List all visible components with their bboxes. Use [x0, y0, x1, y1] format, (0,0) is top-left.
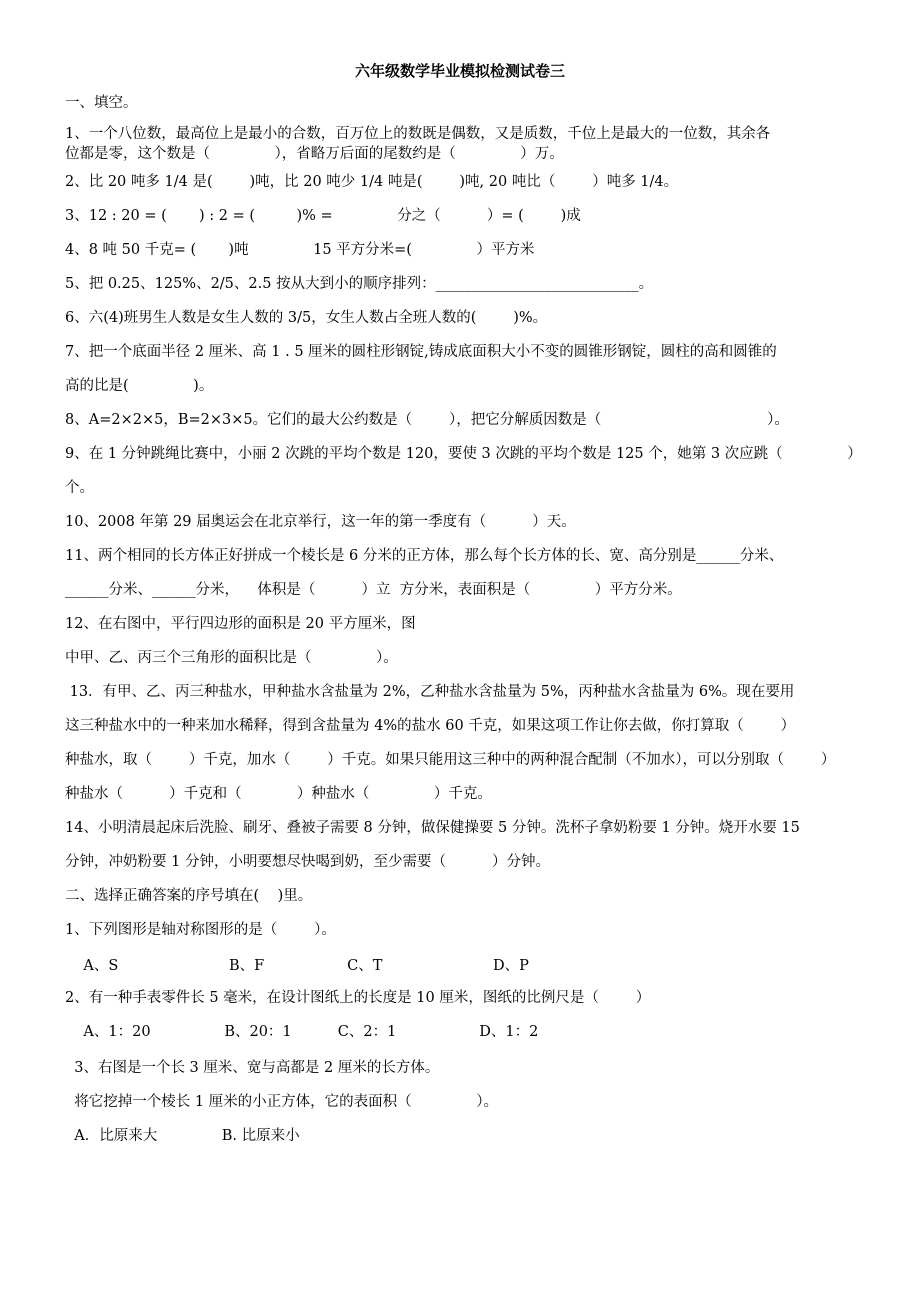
question-2: 2、比 20 吨多 1/4 是( )吨，比 20 吨少 1/4 吨是( )吨, 20 吨比（ ）吨多 1/4。 [65, 174, 679, 190]
question-12-line-2: 中甲、乙、丙三个三角形的面积比是（ ）。 [65, 650, 398, 666]
question-8: 8、A=2×2×5，B=2×3×5。它们的最大公约数是（ ），把它分解质因数是（ ）。 [65, 412, 789, 428]
choice-3-line-2: 将它挖掉一个棱长 1 厘米的小正方体，它的表面积（ ）。 [65, 1094, 498, 1110]
choice-3-options: A．比原来大 B. 比原来小 [65, 1128, 300, 1144]
choice-2-options: A、1：20 B、20：1 C、2：1 D、1：2 [65, 1024, 539, 1040]
question-5: 5、把 0.25、125%、2/5、2.5 按从大到小的顺序排列：____________________________。 [65, 276, 654, 292]
question-7-line-1: 7、把一个底面半径 2 厘米、高 1 . 5 厘米的圆柱形钢锭,铸成底面积大小不变的圆锥形钢锭，圆柱的高和圆锥的 [65, 344, 777, 360]
choice-1-options: A、S B、F C、T D、P [65, 958, 529, 974]
choice-1-question: 1、下列图形是轴对称图形的是（ ）。 [65, 922, 336, 938]
choice-2-question: 2、有一种手表零件长 5 毫米，在设计图纸上的长度是 10 厘米，图纸的比例尺是（ ） [65, 990, 651, 1006]
question-13-line-3: 种盐水，取（ ）千克，加水（ ）千克。如果只能用这三种中的两种混合配制（不加水），可以分别取（ ） [65, 752, 836, 768]
section-2-heading: 二、选择正确答案的序号填在( )里。 [65, 888, 313, 904]
question-1-line-1: 1、一个八位数，最高位上是最小的合数，百万位上的数既是偶数，又是质数，千位上是最大的一位数，其余各 [65, 126, 771, 142]
question-12-line-1: 12、在右图中，平行四边形的面积是 20 平方厘米，图 [65, 616, 416, 632]
question-7-line-2: 高的比是( )。 [65, 378, 214, 394]
question-11-line-1: 11、两个相同的长方体正好拼成一个棱长是 6 分米的正方体，那么每个长方体的长、宽、高分别是______分米、 [65, 548, 784, 564]
question-14-line-1: 14、小明清晨起床后洗脸、刷牙、叠被子需要 8 分钟，做保健操要 5 分钟。洗杯子拿奶粉要 1 分钟。烧开水要 15 [65, 820, 800, 836]
question-13-line-1: 13．有甲、乙、丙三种盐水，甲种盐水含盐量为 2%，乙种盐水含盐量为 5%，丙种盐水含盐量为 6%。现在要用 [65, 684, 795, 700]
question-9-line-2: 个。 [65, 480, 94, 496]
question-1-line-2: 位都是零，这个数是（ ），省略万后面的尾数约是（ ）万。 [65, 146, 564, 162]
question-9-line-1: 9、在 1 分钟跳绳比赛中，小丽 2 次跳的平均个数是 120，要使 3 次跳的平均个数是 125 个，她第 3 次应跳（ ） [65, 446, 862, 462]
question-13-line-4: 种盐水（ ）千克和（ ）种盐水（ ）千克。 [65, 786, 492, 802]
question-11-line-2: ______分米、______分米， 体积是（ ）立 方分米，表面积是（ ）平方分米。 [65, 582, 682, 598]
question-10: 10、2008 年第 29 届奥运会在北京举行，这一年的第一季度有（ ）天。 [65, 514, 576, 530]
question-3: 3、12 : 20 = ( ) : 2 = ( )% = 分之（ ）= ( )成 [65, 208, 581, 224]
question-14-line-2: 分钟，冲奶粉要 1 分钟，小明要想尽快喝到奶，至少需要（ ）分钟。 [65, 854, 551, 870]
choice-3-line-1: 3、右图是一个长 3 厘米、宽与高都是 2 厘米的长方体。 [65, 1060, 440, 1076]
question-4: 4、8 吨 50 千克= ( )吨 15 平方分米=( ）平方米 [65, 242, 535, 258]
section-1-heading: 一、填空。 [65, 95, 138, 111]
exam-title: 六年级数学毕业模拟检测试卷三 [354, 62, 565, 80]
question-13-line-2: 这三种盐水中的一种来加水稀释，得到含盐量为 4%的盐水 60 千克，如果这项工作让你去做，你打算取（ ） [65, 718, 796, 734]
question-6: 6、六(4)班男生人数是女生人数的 3/5，女生人数占全班人数的( )%。 [65, 310, 548, 326]
